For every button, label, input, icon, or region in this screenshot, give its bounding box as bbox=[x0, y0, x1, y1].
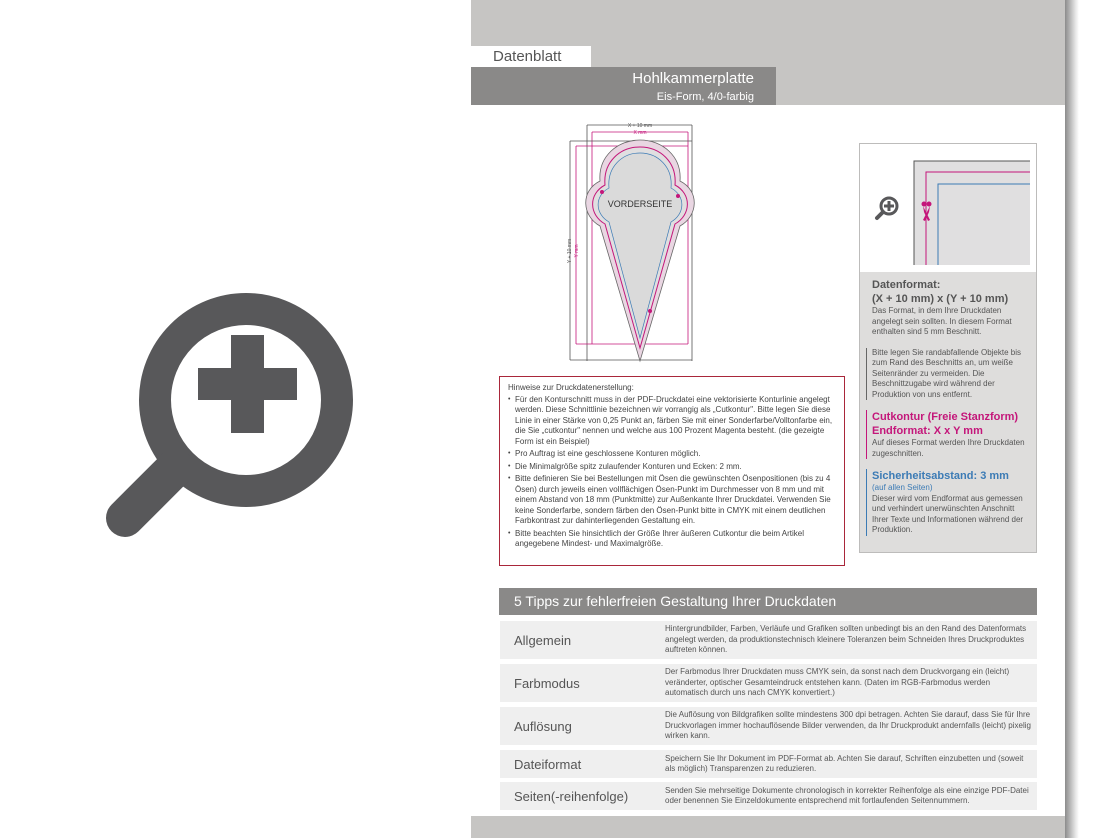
data-format-text: Das Format, in dem Ihre Druckdaten angelegt sein sollten. In diesem Format enthalten sind 5 mm Beschnitt. bbox=[872, 306, 1012, 336]
cut-title: Cutkontur (Freie Stanzform) bbox=[872, 411, 1019, 423]
print-data-hints bbox=[499, 376, 845, 566]
tip-label: Allgemein bbox=[514, 632, 572, 648]
footer-band bbox=[471, 816, 1065, 838]
hint-item: • Die Minimalgröße spitz zulaufender Konturen und Ecken: 2 mm. bbox=[508, 462, 836, 473]
zoom-in-icon[interactable] bbox=[100, 290, 400, 570]
product-name: Hohlkammerplatte bbox=[632, 70, 754, 87]
data-format-size: (X + 10 mm) x (Y + 10 mm) bbox=[872, 293, 1009, 305]
product-title-bar bbox=[471, 67, 776, 105]
tip-row bbox=[500, 782, 1037, 810]
page-shadow bbox=[1065, 0, 1079, 838]
tip-row bbox=[500, 707, 1037, 745]
svg-text:X mm: X mm bbox=[633, 130, 647, 136]
hints-list bbox=[508, 395, 836, 550]
tip-row bbox=[500, 621, 1037, 659]
safe-section bbox=[866, 469, 1028, 536]
product-variant: Eis-Form, 4/0-farbig bbox=[656, 91, 754, 103]
svg-text:X + 10 mm: X + 10 mm bbox=[627, 123, 653, 129]
datasheet-tab: Datenblatt bbox=[471, 46, 591, 68]
format-info-panel bbox=[859, 143, 1037, 553]
tip-text: Senden Sie mehrseitige Dokumente chronologisch in korrekter Reihenfolge als eine einzige PDF-Datei oder benennen Sie Einzeldokumente entsprechend mit fortlaufenden Seitennummern. bbox=[665, 785, 1029, 805]
bleed-text: Bitte legen Sie randabfallende Objekte bis zum Rand des Beschnitts an, um weiße Seitenränder zu vermeiden. Die Beschnittzugabe wird während der Produktion von uns entfernt. bbox=[872, 347, 1021, 399]
tip-label: Dateiformat bbox=[514, 756, 582, 772]
svg-text:Y mm: Y mm bbox=[574, 244, 580, 258]
tips-title: 5 Tipps zur fehlerfreien Gestaltung Ihrer Druckdaten bbox=[499, 588, 1037, 615]
zoom-in-icon bbox=[877, 198, 897, 218]
cut-text: Auf dieses Format werden Ihre Druckdaten zugeschnitten. bbox=[872, 438, 1025, 458]
svg-text:Y + 10 mm: Y + 10 mm bbox=[567, 238, 573, 264]
hint-item: • Für den Konturschnitt muss in der PDF-Druckdatei eine vektorisierte Konturlinie angelegt werden. Diese Schnittlinie bezeichnen wir vorrangig als „Cutkontur". Bitte legen Sie diese Linie in einer Stärke von 0,25 Punkt an, färben Sie mit einer Sonderfarbe/Volltonfarbe ein, die Sie „cutkontur" nennen und welche aus 100 Prozent Magenta besteht. (die gezeigte Form ist ein Beispiel) bbox=[508, 395, 836, 448]
bleed-preview bbox=[860, 144, 1036, 272]
data-format-title: Datenformat: bbox=[872, 279, 941, 291]
hints-title: Hinweise zur Druckdatenerstellung: bbox=[508, 383, 634, 392]
cut-section bbox=[866, 410, 1028, 459]
tip-label: Auflösung bbox=[514, 718, 572, 734]
hint-item: • Pro Auftrag ist eine geschlossene Konturen möglich. bbox=[508, 449, 836, 460]
safe-text: Dieser wird vom Endformat aus gemessen und verhindert unerwünschten Anschnitt Ihrer Texte und Informationen während der Produktion. bbox=[872, 493, 1024, 534]
tip-row bbox=[500, 664, 1037, 702]
tip-text: Hintergrundbilder, Farben, Verläufe und Grafiken sollten unbedingt bis an den Rand des Datenformats angelegt werden, da produktionstechnisch kleinere Toleranzen beim Schneiden Ihres Druckproduktes auftreten können. bbox=[665, 624, 1027, 655]
tip-label: Farbmodus bbox=[514, 675, 580, 691]
hint-item: • Bitte definieren Sie bei Bestellungen mit Ösen die gewünschten Ösenpositionen (bis zu 4 Ösen) durch jeweils einen vollflächigen Ösen-Punkt im Durchmesser von 8 mm und mit einem Abstand von 18 mm (Punktmitte) zur Außenkante Ihrer Druckdatei. Verwenden Sie keine Sonderfarbe, sondern färben den Ösen-Punkt bitte in CMYK mit einem deutlichen Farbkontrast zur dahinterliegenden Gestaltung ein. bbox=[508, 474, 836, 527]
tip-text: Speichern Sie Ihr Dokument im PDF-Format ab. Achten Sie darauf, Schriften einzubetten und (soweit als möglich) Transparenzen zu reduzieren. bbox=[665, 753, 1024, 773]
tip-label: Seiten(-reihenfolge) bbox=[514, 788, 629, 804]
cut-size: Endformat: X x Y mm bbox=[872, 425, 983, 437]
safe-title: Sicherheitsabstand: 3 mm bbox=[872, 470, 1009, 482]
datasheet-page bbox=[471, 0, 1065, 838]
shape-diagram bbox=[560, 116, 710, 366]
format-info-text bbox=[860, 272, 1036, 536]
hint-item: • Bitte beachten Sie hinsichtlich der Größe Ihrer äußeren Cutkontur die beim Artikel angegebene Mindest- und Maximalgröße. bbox=[508, 529, 836, 550]
tip-row bbox=[500, 750, 1037, 778]
tip-text: Der Farbmodus Ihrer Druckdaten muss CMYK sein, da sonst nach dem Druckvorgang ein (leicht) veränderter, optischer Gesamteindruck entstehen kann. (Daten im RGB-Farbmodus werden automatisch durch uns nach CMYK konvertiert.) bbox=[665, 667, 1010, 698]
tip-text: Die Auflösung von Bildgrafiken sollte mindestens 300 dpi betragen. Achten Sie darauf, dass Sie für Ihre Druckvorlagen immer hochauflösende Bilder verwenden, da Ihr Druckprodukt andernfalls (leicht) pixelig wirken kann. bbox=[665, 710, 1031, 741]
safe-subtitle: (auf allen Seiten) bbox=[872, 483, 933, 492]
front-side-label: VORDERSEITE bbox=[607, 199, 673, 209]
bleed-section bbox=[866, 348, 1028, 401]
